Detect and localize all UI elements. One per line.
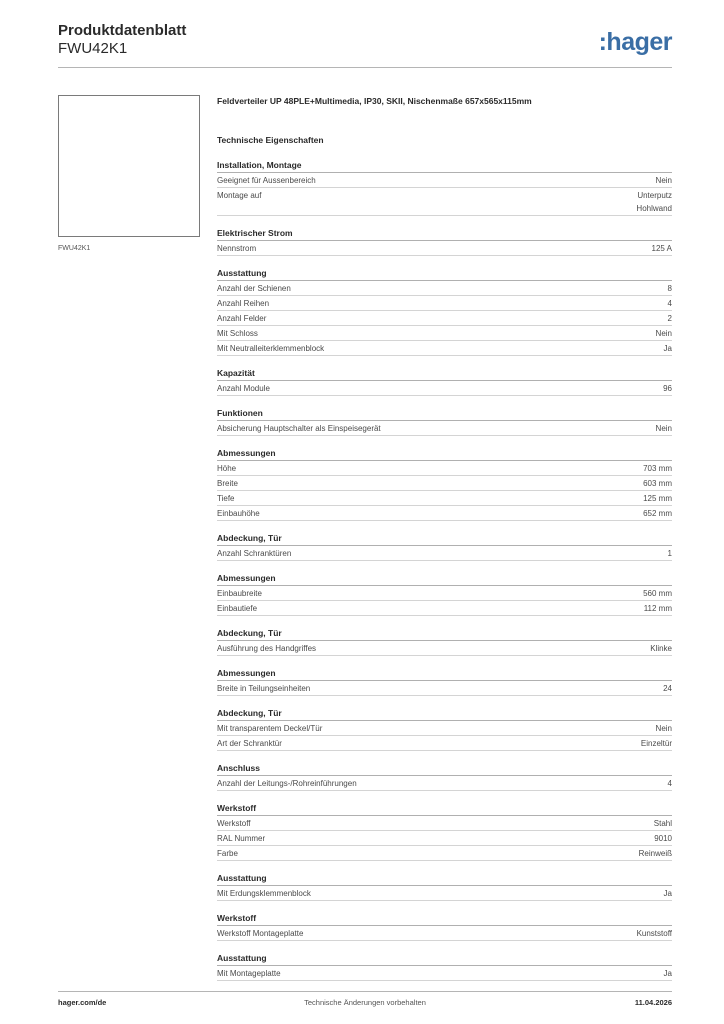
property-value-line: 125 A: [651, 244, 672, 253]
property-row: [217, 831, 672, 846]
property-section: [217, 407, 672, 436]
property-label: Anzahl Module: [217, 384, 270, 393]
property-section: [217, 667, 672, 696]
property-label: Mit Schloss: [217, 329, 258, 338]
property-value-line: Hohlwand: [636, 204, 672, 213]
product-image-placeholder: [58, 95, 200, 237]
property-value-line: Unterputz: [637, 191, 672, 200]
property-value: [644, 602, 672, 615]
property-row: [217, 461, 672, 476]
property-row: [217, 601, 672, 616]
property-value: [654, 832, 672, 845]
property-row: [217, 776, 672, 791]
page-footer: [58, 998, 672, 1010]
property-value: [637, 927, 672, 940]
property-section: [217, 227, 672, 256]
properties-list: [217, 159, 672, 981]
property-value-line: Ja: [663, 344, 672, 353]
property-label: Anzahl Schranktüren: [217, 549, 292, 558]
property-section: [217, 952, 672, 981]
section-title: Kapazität: [217, 367, 672, 381]
property-label: Einbaubreite: [217, 589, 262, 598]
property-section: [217, 707, 672, 751]
property-value-line: Ja: [663, 889, 672, 898]
property-value: [664, 967, 672, 980]
property-value-line: Klinke: [650, 644, 672, 653]
property-value: [656, 174, 672, 187]
property-value: [668, 312, 672, 325]
property-row: [217, 966, 672, 981]
property-value-line: 1: [667, 549, 672, 558]
property-row: [217, 506, 672, 521]
property-value: [668, 282, 672, 295]
property-value: [668, 547, 672, 560]
property-value: [663, 382, 672, 395]
property-value-line: 652 mm: [643, 509, 672, 518]
property-value-line: Nein: [655, 424, 672, 433]
property-label: RAL Nummer: [217, 834, 266, 843]
property-value-line: 125 mm: [643, 494, 672, 503]
product-code: FWU42K1: [58, 40, 128, 57]
property-value-line: 2: [667, 314, 672, 323]
property-row: [217, 296, 672, 311]
property-value: [643, 477, 672, 490]
property-row: [217, 241, 672, 256]
property-value: [656, 722, 672, 735]
property-row: [217, 886, 672, 901]
page-title: Produktdatenblatt: [58, 22, 187, 39]
property-value: [643, 492, 672, 505]
property-row: [217, 846, 672, 861]
property-value: [668, 777, 672, 790]
section-title: Abdeckung, Tür: [217, 532, 672, 546]
property-label: Mit Montageplatte: [217, 969, 281, 978]
property-row: [217, 173, 672, 188]
property-value-line: 560 mm: [643, 589, 672, 598]
property-value-line: 8: [667, 284, 672, 293]
footer-divider: [58, 991, 672, 992]
section-title: Abdeckung, Tür: [217, 627, 672, 641]
property-value-line: 703 mm: [643, 464, 672, 473]
property-value-line: Stahl: [653, 819, 672, 828]
property-value-line: 112 mm: [643, 604, 672, 613]
property-value-line: Reinweiß: [638, 849, 672, 858]
property-label: Nennstrom: [217, 244, 257, 253]
product-details: [217, 96, 672, 992]
property-row: [217, 586, 672, 601]
property-section: [217, 872, 672, 901]
property-row: [217, 816, 672, 831]
property-row: [217, 491, 672, 506]
property-row: [217, 341, 672, 356]
property-label: Montage auf: [217, 191, 262, 200]
property-label: Mit Erdungsklemmenblock: [217, 889, 311, 898]
property-label: Geeignet für Aussenbereich: [217, 176, 316, 185]
hager-logo: :hager: [598, 28, 672, 56]
property-value-line: Kunststoff: [636, 929, 672, 938]
section-title: Elektrischer Strom: [217, 227, 672, 241]
property-row: [217, 188, 672, 216]
property-label: Breite in Teilungseinheiten: [217, 684, 311, 693]
property-value-line: 4: [667, 779, 672, 788]
header-divider: [58, 67, 672, 68]
property-value: [641, 737, 672, 750]
property-value-line: Nein: [655, 329, 672, 338]
property-section: [217, 532, 672, 561]
property-label: Absicherung Hauptschalter als Einspeisegerät: [217, 424, 381, 433]
property-value-line: 96: [663, 384, 672, 393]
property-label: Mit transparentem Deckel/Tür: [217, 724, 323, 733]
property-value: [668, 297, 672, 310]
section-title: Werkstoff: [217, 802, 672, 816]
property-label: Art der Schranktür: [217, 739, 282, 748]
technical-properties-heading: Technische Eigenschaften: [217, 135, 324, 145]
property-label: Anzahl der Leitungs-/Rohreinführungen: [217, 779, 357, 788]
page-header: [58, 22, 672, 58]
property-row: [217, 421, 672, 436]
property-value: [652, 242, 672, 255]
section-title: Ausstattung: [217, 267, 672, 281]
property-value: [643, 462, 672, 475]
property-label: Ausführung des Handgriffes: [217, 644, 317, 653]
property-label: Anzahl Reihen: [217, 299, 270, 308]
property-row: [217, 476, 672, 491]
property-value: [650, 642, 672, 655]
property-label: Anzahl Felder: [217, 314, 267, 323]
property-label: Werkstoff Montageplatte: [217, 929, 304, 938]
property-row: [217, 681, 672, 696]
property-row: [217, 326, 672, 341]
property-section: [217, 367, 672, 396]
section-title: Abdeckung, Tür: [217, 707, 672, 721]
property-value: [643, 587, 672, 600]
property-label: Tiefe: [217, 494, 235, 503]
property-value-line: Ja: [663, 969, 672, 978]
property-value-line: 24: [663, 684, 672, 693]
property-row: [217, 381, 672, 396]
property-section: [217, 627, 672, 656]
property-section: [217, 762, 672, 791]
property-label: Einbautiefe: [217, 604, 258, 613]
property-row: [217, 721, 672, 736]
property-section: [217, 572, 672, 616]
property-value-line: Nein: [655, 724, 672, 733]
section-title: Ausstattung: [217, 872, 672, 886]
footer-disclaimer: Technische Änderungen vorbehalten: [304, 998, 426, 1007]
property-label: Werkstoff: [217, 819, 251, 828]
footer-date: 11.04.2026: [634, 998, 672, 1007]
property-row: [217, 546, 672, 561]
property-label: Höhe: [217, 464, 237, 473]
footer-website: hager.com/de: [58, 998, 107, 1007]
property-label: Farbe: [217, 849, 238, 858]
property-section: [217, 159, 672, 216]
property-value: [663, 682, 672, 695]
section-title: Abmessungen: [217, 667, 672, 681]
property-label: Breite: [217, 479, 238, 488]
property-section: [217, 802, 672, 861]
property-value: [643, 507, 672, 520]
section-title: Installation, Montage: [217, 159, 672, 173]
property-value-line: 4: [667, 299, 672, 308]
property-value: [664, 887, 672, 900]
property-section: [217, 267, 672, 356]
section-title: Abmessungen: [217, 572, 672, 586]
property-row: [217, 736, 672, 751]
property-value-line: Nein: [655, 176, 672, 185]
property-value: [664, 342, 672, 355]
property-value-line: 9010: [654, 834, 672, 843]
property-value-line: Einzeltür: [640, 739, 672, 748]
property-row: [217, 311, 672, 326]
section-title: Ausstattung: [217, 952, 672, 966]
property-value: [639, 847, 672, 860]
property-label: Einbauhöhe: [217, 509, 260, 518]
property-label: Mit Neutralleiterklemmenblock: [217, 344, 325, 353]
property-value: [656, 327, 672, 340]
section-title: Funktionen: [217, 407, 672, 421]
property-value: [636, 189, 672, 215]
property-label: Anzahl der Schienen: [217, 284, 291, 293]
property-section: [217, 912, 672, 941]
property-value: [656, 422, 672, 435]
property-value: [654, 817, 672, 830]
section-title: Anschluss: [217, 762, 672, 776]
product-image-caption: FWU42K1: [58, 245, 91, 252]
property-row: [217, 641, 672, 656]
property-row: [217, 926, 672, 941]
product-description: Feldverteiler UP 48PLE+Multimedia, IP30, SKII, Nischenmaße 657x565x115mm: [217, 96, 532, 106]
property-row: [217, 281, 672, 296]
section-title: Abmessungen: [217, 447, 672, 461]
property-value-line: 603 mm: [643, 479, 672, 488]
property-section: [217, 447, 672, 521]
section-title: Werkstoff: [217, 912, 672, 926]
